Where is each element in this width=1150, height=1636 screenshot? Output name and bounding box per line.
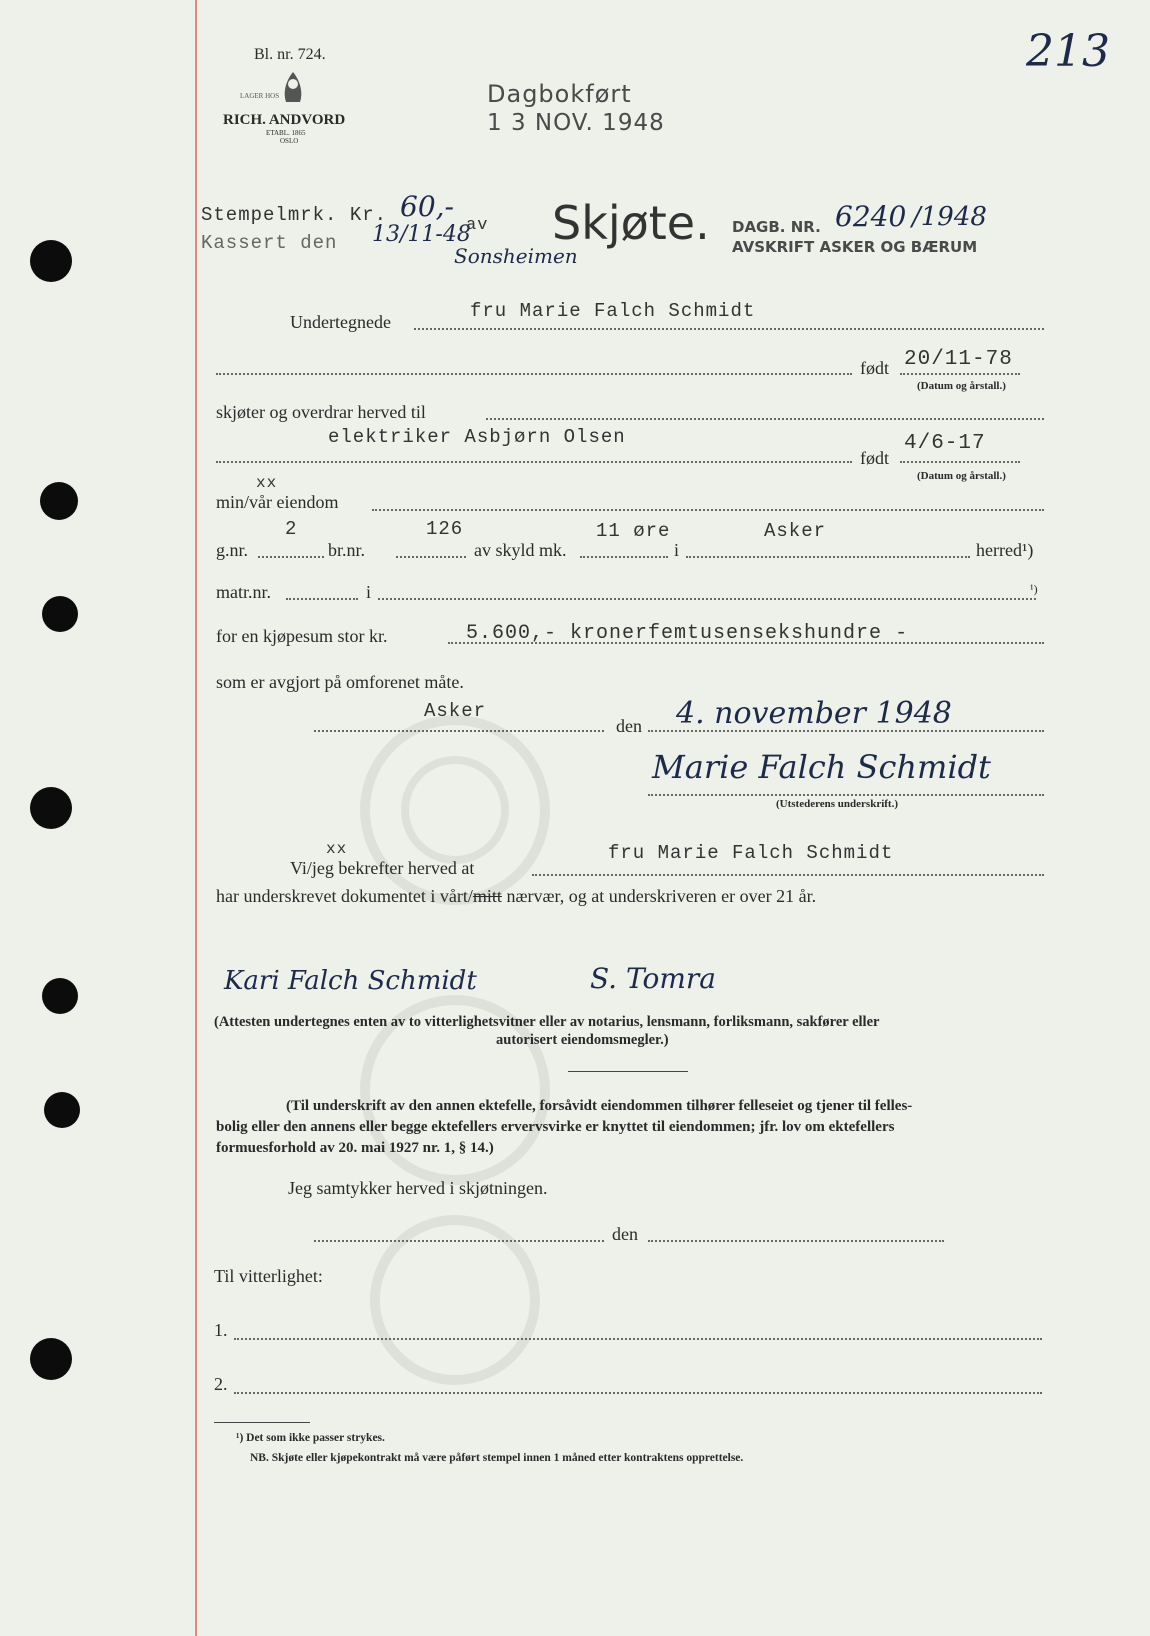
kassert-signature: Sonsheimen — [454, 244, 578, 268]
spouse-line-2: bolig eller den annens eller begge ektefellers ervervsvirke er knyttet til eiendommen; jfr. lov om ektefellers — [216, 1119, 895, 1135]
datum-note-1: (Datum og årstall.) — [917, 380, 1006, 392]
den-label-2: den — [612, 1224, 638, 1244]
overdrar-label: skjøter og overdrar herved til — [216, 402, 426, 422]
dotted-line — [414, 328, 1044, 330]
dotted-line — [648, 1240, 944, 1242]
dotted-line — [234, 1338, 1042, 1340]
stempel-label: Stempelmrk. Kr. — [201, 204, 388, 226]
samtykker-label: Jeg samtykker herved i skjøtningen. — [288, 1178, 548, 1198]
herred-label: herred¹) — [976, 540, 1034, 560]
vitterlighet-label: Til vitterlighet: — [214, 1266, 323, 1286]
gnr-value: 2 — [285, 518, 298, 540]
divider — [568, 1071, 688, 1072]
den-label-1: den — [616, 716, 642, 736]
punch-hole — [30, 787, 72, 829]
kassert-av: av — [466, 216, 489, 235]
publisher-logo-icon — [262, 66, 324, 106]
dotted-line — [648, 794, 1044, 796]
dotted-line — [216, 461, 852, 463]
eiendom-label: min/vår eiendom — [216, 492, 339, 512]
dotted-line — [234, 1392, 1042, 1394]
punch-hole — [44, 1092, 80, 1128]
dotted-line — [900, 373, 1020, 375]
underskrevet-post: nærvær, og at underskriveren er over 21 år. — [501, 886, 817, 906]
dotted-line — [314, 1240, 604, 1242]
brnr-label: br.nr. — [328, 540, 366, 560]
place-value: Asker — [424, 700, 487, 722]
dagbokfort-date: 1 3 NOV. 1948 — [487, 110, 665, 136]
kassert-date: 13/11-48 — [372, 222, 471, 247]
matr-note: ¹) — [1030, 582, 1038, 596]
underskrevet-text — [216, 886, 816, 907]
stempel-amount: 60,- — [400, 190, 454, 223]
underskrevet-strike: mitt — [472, 886, 502, 906]
omforent-label: som er avgjort på omforenet måte. — [216, 672, 464, 692]
publisher-est: ETABL. 1865 — [266, 129, 306, 137]
skyld-value: 11 øre — [596, 520, 671, 542]
witness-number-2: 2. — [214, 1374, 228, 1394]
kjopesum-label: for en kjøpesum stor kr. — [216, 626, 388, 646]
datum-note-2: (Datum og årstall.) — [917, 470, 1006, 482]
fodt-label-1: født — [860, 358, 889, 378]
fodt-value-2: 4/6-17 — [904, 432, 986, 455]
punch-hole — [42, 978, 78, 1014]
witness-signature-2: S. Tomra — [590, 962, 716, 995]
buyer-value: elektriker Asbjørn Olsen — [328, 426, 626, 448]
dotted-line — [486, 418, 1044, 420]
dotted-line — [396, 556, 466, 558]
footnote-rule — [214, 1422, 310, 1423]
punch-hole — [30, 1338, 72, 1380]
dotted-line — [532, 874, 1044, 876]
matr-i-label: i — [366, 582, 372, 602]
bekrefter-label: Vi/jeg bekrefter herved at — [290, 858, 475, 878]
fodt-label-2: født — [860, 448, 889, 468]
xx-mark-1: xx — [256, 474, 278, 492]
dotted-line — [216, 373, 852, 375]
attest-line-2: autorisert eiendomsmegler.) — [496, 1032, 669, 1048]
spouse-line-1: (Til underskrift av den annen ektefelle, forsåvidt eiendommen tilhører felleseiet og tjener til felles- — [286, 1098, 913, 1114]
undertegnede-value: fru Marie Falch Schmidt — [470, 300, 756, 322]
form-number: Bl. nr. 724. — [254, 46, 326, 63]
dotted-line — [900, 461, 1020, 463]
dotted-line — [580, 556, 668, 558]
kjopesum-value: 5.600,- kronerfemtusensekshundre - — [466, 622, 909, 645]
spouse-line-3: formuesforhold av 20. mai 1927 nr. 1, § 14.) — [216, 1140, 494, 1156]
logo-small-text: LAGER HOS — [240, 92, 280, 100]
margin-line — [195, 0, 197, 1636]
herred-value: Asker — [764, 520, 827, 542]
dotted-line — [314, 730, 604, 732]
matr-label: matr.nr. — [216, 582, 271, 602]
punch-hole — [42, 596, 78, 632]
signature-issuer: Marie Falch Schmidt — [652, 748, 991, 786]
dagb-label: DAGB. NR. — [732, 218, 821, 236]
document-title: Skjøte. — [552, 196, 710, 250]
kassert-label: Kassert den — [201, 232, 338, 254]
dagb-year: /1948 — [912, 202, 987, 232]
dagbokfort-label: Dagbokført — [487, 80, 632, 108]
attest-line-1: (Attesten undertegnes enten av to vitterlighetsvitner eller av notarius, lensmann, forliksmann, sakfører eller — [214, 1014, 880, 1030]
bekrefter-value: fru Marie Falch Schmidt — [608, 842, 894, 864]
dotted-line — [686, 556, 970, 558]
dotted-line — [372, 509, 1044, 511]
i-label: i — [674, 540, 680, 560]
publisher-name: RICH. ANDVORD — [223, 112, 346, 128]
brnr-value: 126 — [426, 518, 464, 540]
undertegnede-label: Undertegnede — [290, 312, 391, 332]
page-number: 213 — [1026, 26, 1110, 77]
dotted-line — [378, 598, 1036, 600]
avskrift-label: AVSKRIFT ASKER OG BÆRUM — [732, 238, 978, 256]
gnr-label: g.nr. — [216, 540, 249, 560]
dotted-line — [258, 556, 324, 558]
dotted-line — [286, 598, 358, 600]
witness-signature-1: Kari Falch Schmidt — [224, 966, 477, 996]
witness-number-1: 1. — [214, 1320, 228, 1340]
utsteder-note: (Utstederens underskrift.) — [776, 798, 899, 810]
skyld-label: av skyld mk. — [474, 540, 567, 560]
punch-hole — [40, 482, 78, 520]
dagb-number: 6240 — [835, 200, 907, 233]
date-value: 4. november 1948 — [676, 696, 952, 731]
watermark-seal — [330, 700, 580, 1400]
footnote-1: ¹) Det som ikke passer strykes. — [236, 1432, 385, 1444]
xx-mark-2: xx — [326, 840, 348, 858]
publisher-city: OSLO — [280, 137, 299, 145]
underskrevet-pre: har underskrevet dokumentet i vårt/ — [216, 886, 473, 906]
fodt-value-1: 20/11-78 — [904, 348, 1013, 371]
footnote-2: NB. Skjøte eller kjøpekontrakt må være påført stempel innen 1 måned etter kontraktens opprettelse. — [250, 1452, 744, 1464]
punch-hole — [30, 240, 72, 282]
